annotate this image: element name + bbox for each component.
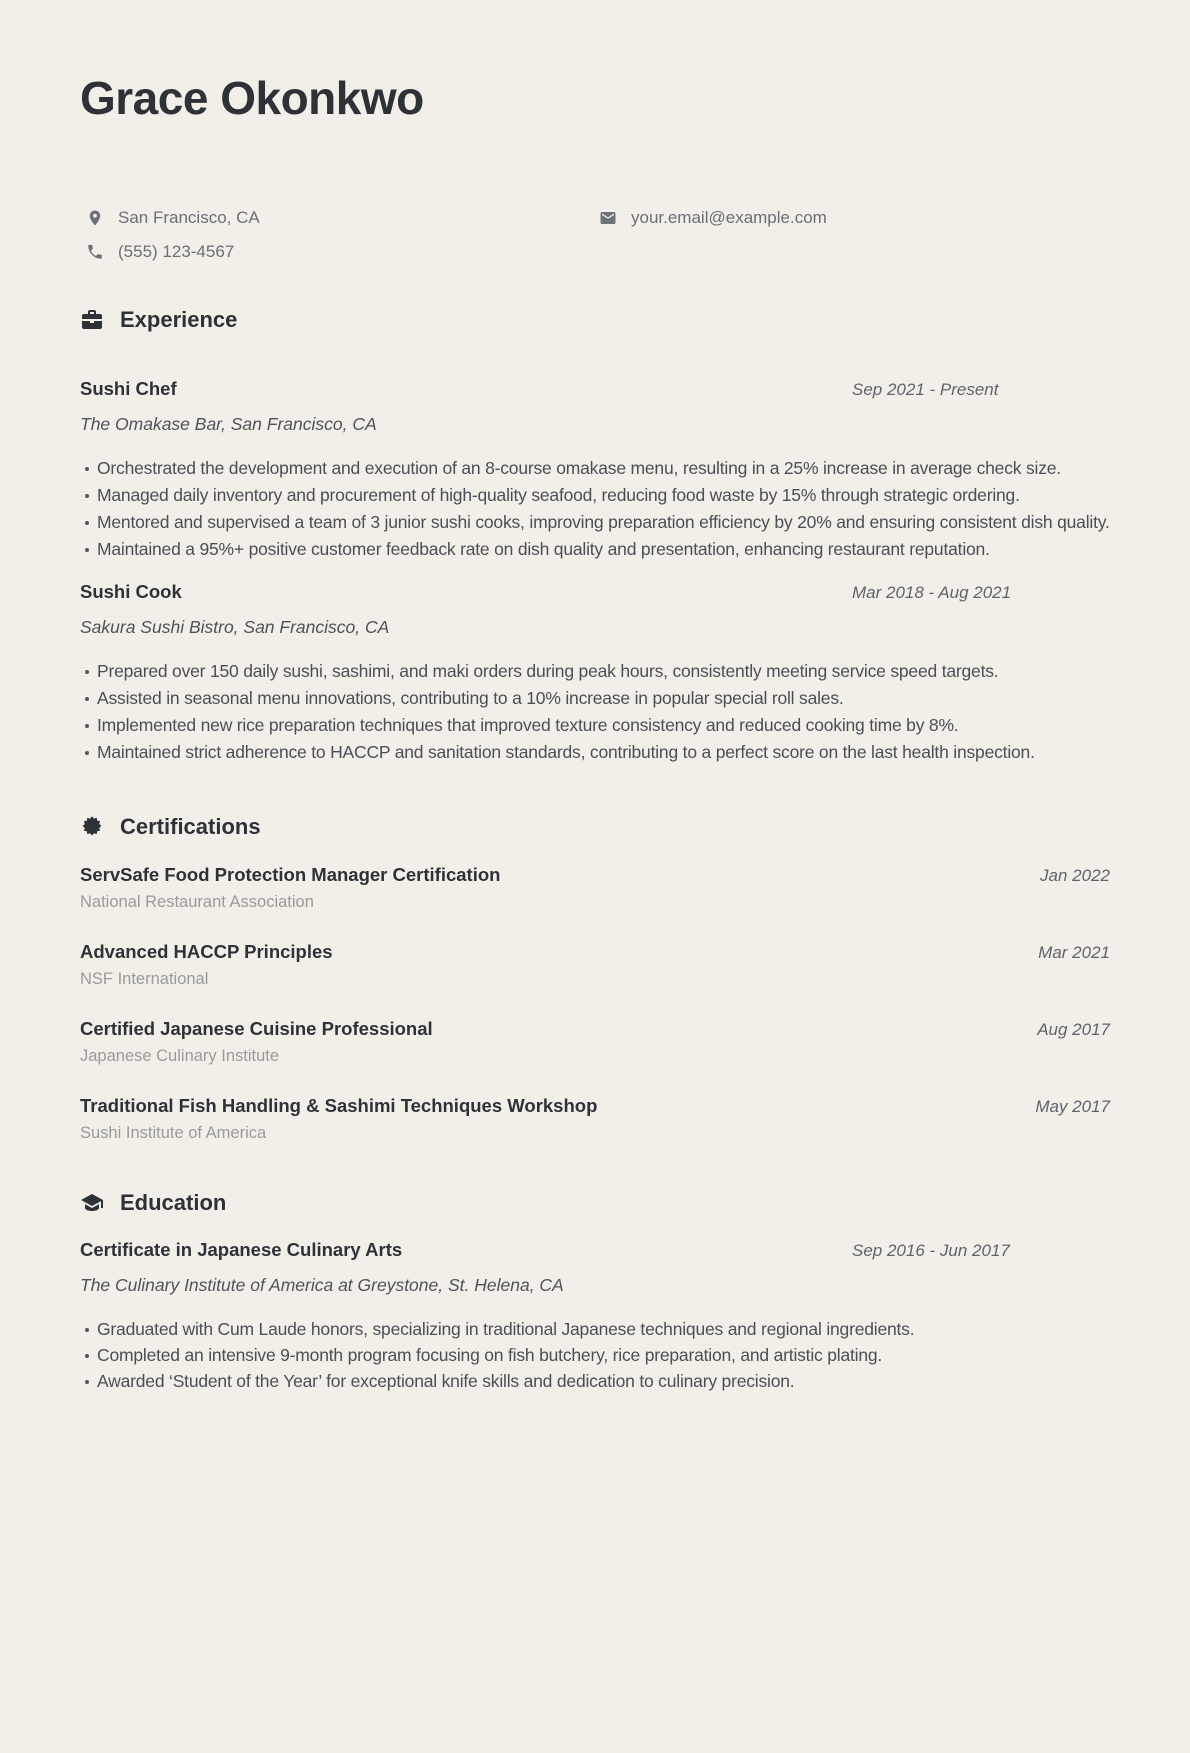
education-entry	[80, 1238, 1110, 1394]
experience-section-header	[80, 305, 1110, 335]
certifications-section-header	[80, 812, 1110, 842]
certification-header	[80, 1093, 1110, 1119]
bullet-item: Mentored and supervised a team of 3 junior sushi cooks, improving preparation efficiency by 20% and ensuring consistent dish quality.	[80, 509, 1110, 536]
certification-entry	[80, 862, 1110, 914]
experience-section	[80, 305, 1110, 766]
resume-page	[0, 70, 1190, 1753]
bullet-item: Assisted in seasonal menu innovations, contributing to a 10% increase in popular special roll sales.	[80, 685, 1110, 712]
seal-badge-icon	[80, 815, 104, 839]
experience-entry	[80, 377, 1110, 563]
contact-email	[593, 204, 827, 231]
entry-title: Certificate in Japanese Culinary Arts	[80, 1239, 403, 1260]
email-icon	[599, 209, 617, 227]
entry-bullet-list	[80, 1316, 1110, 1394]
bullet-item: Implemented new rice preparation techniques that improved texture consistency and reduced cooking time by 8%.	[80, 712, 1110, 739]
certification-title: Certified Japanese Cuisine Professional	[80, 1018, 433, 1039]
contact-phone	[80, 238, 593, 265]
location-icon	[86, 209, 104, 227]
certification-entry	[80, 939, 1110, 991]
certification-entry	[80, 1093, 1110, 1145]
experience-section-title: Experience	[120, 307, 238, 332]
certifications-section-title: Certifications	[120, 814, 261, 839]
contact-block	[80, 204, 1110, 265]
certification-issuer: Japanese Culinary Institute	[80, 1047, 280, 1065]
certifications-list	[80, 862, 1110, 1145]
entry-header	[80, 1238, 1110, 1262]
bullet-item: Prepared over 150 daily sushi, sashimi, and maki orders during peak hours, consistently meeting service speed targets.	[80, 658, 1110, 685]
certification-date: Aug 2017	[1037, 1020, 1110, 1039]
education-section-title: Education	[120, 1190, 227, 1215]
education-list	[80, 1238, 1110, 1394]
phone-icon	[86, 243, 104, 261]
entry-title: Sushi Cook	[80, 581, 182, 602]
entry-dates: Mar 2018 - Aug 2021	[852, 583, 1012, 602]
contact-phone-text: (555) 123-4567	[118, 242, 235, 261]
candidate-name: Grace Okonkwo	[80, 72, 424, 124]
entry-subtitle: Sakura Sushi Bistro, San Francisco, CA	[80, 617, 390, 637]
bullet-item: Maintained strict adherence to HACCP and sanitation standards, contributing to a perfect score on the last health inspection.	[80, 739, 1110, 766]
graduation-cap-icon	[80, 1191, 104, 1215]
bullet-item: Orchestrated the development and execution of an 8-course omakase menu, resulting in a 25% increase in average check size.	[80, 455, 1110, 482]
certification-issuer: Sushi Institute of America	[80, 1124, 267, 1142]
education-section	[80, 1188, 1110, 1394]
bullet-item: Completed an intensive 9-month program focusing on fish butchery, rice preparation, and artistic plating.	[80, 1342, 1110, 1368]
entry-dates: Sep 2016 - Jun 2017	[852, 1241, 1010, 1260]
certification-date: Mar 2021	[1038, 943, 1110, 962]
entry-header	[80, 580, 1110, 604]
certification-header	[80, 1016, 1110, 1042]
contact-row-2	[80, 238, 1110, 265]
certifications-section	[80, 812, 1110, 1145]
certification-title: Traditional Fish Handling & Sashimi Techniques Workshop	[80, 1095, 598, 1116]
contact-row-1	[80, 204, 1110, 231]
experience-list	[80, 377, 1110, 766]
contact-location-text: San Francisco, CA	[118, 208, 260, 227]
entry-title: Sushi Chef	[80, 378, 177, 399]
entry-bullet-list	[80, 455, 1110, 563]
certification-title: Advanced HACCP Principles	[80, 941, 333, 962]
certification-date: May 2017	[1035, 1097, 1110, 1116]
entry-subtitle: The Culinary Institute of America at Greystone, St. Helena, CA	[80, 1275, 564, 1295]
certification-title: ServSafe Food Protection Manager Certification	[80, 864, 501, 885]
contact-email-text: your.email@example.com	[631, 208, 827, 227]
briefcase-icon	[80, 308, 104, 332]
certification-header	[80, 939, 1110, 965]
certification-issuer: NSF International	[80, 970, 209, 988]
bullet-item: Managed daily inventory and procurement of high-quality seafood, reducing food waste by 15% through strategic ordering.	[80, 482, 1110, 509]
certification-issuer: National Restaurant Association	[80, 893, 314, 911]
certification-date: Jan 2022	[1040, 866, 1110, 885]
entry-dates: Sep 2021 - Present	[852, 380, 999, 399]
experience-entry	[80, 580, 1110, 766]
entry-bullet-list	[80, 658, 1110, 766]
education-section-header	[80, 1188, 1110, 1218]
entry-header	[80, 377, 1110, 401]
bullet-item: Graduated with Cum Laude honors, specializing in traditional Japanese techniques and regional ingredients.	[80, 1316, 1110, 1342]
contact-location	[80, 204, 593, 231]
certification-entry	[80, 1016, 1110, 1068]
bullet-item: Maintained a 95%+ positive customer feedback rate on dish quality and presentation, enhancing restaurant reputation.	[80, 536, 1110, 563]
entry-subtitle: The Omakase Bar, San Francisco, CA	[80, 414, 377, 434]
bullet-item: Awarded ‘Student of the Year’ for exceptional knife skills and dedication to culinary precision.	[80, 1368, 1110, 1394]
certification-header	[80, 862, 1110, 888]
